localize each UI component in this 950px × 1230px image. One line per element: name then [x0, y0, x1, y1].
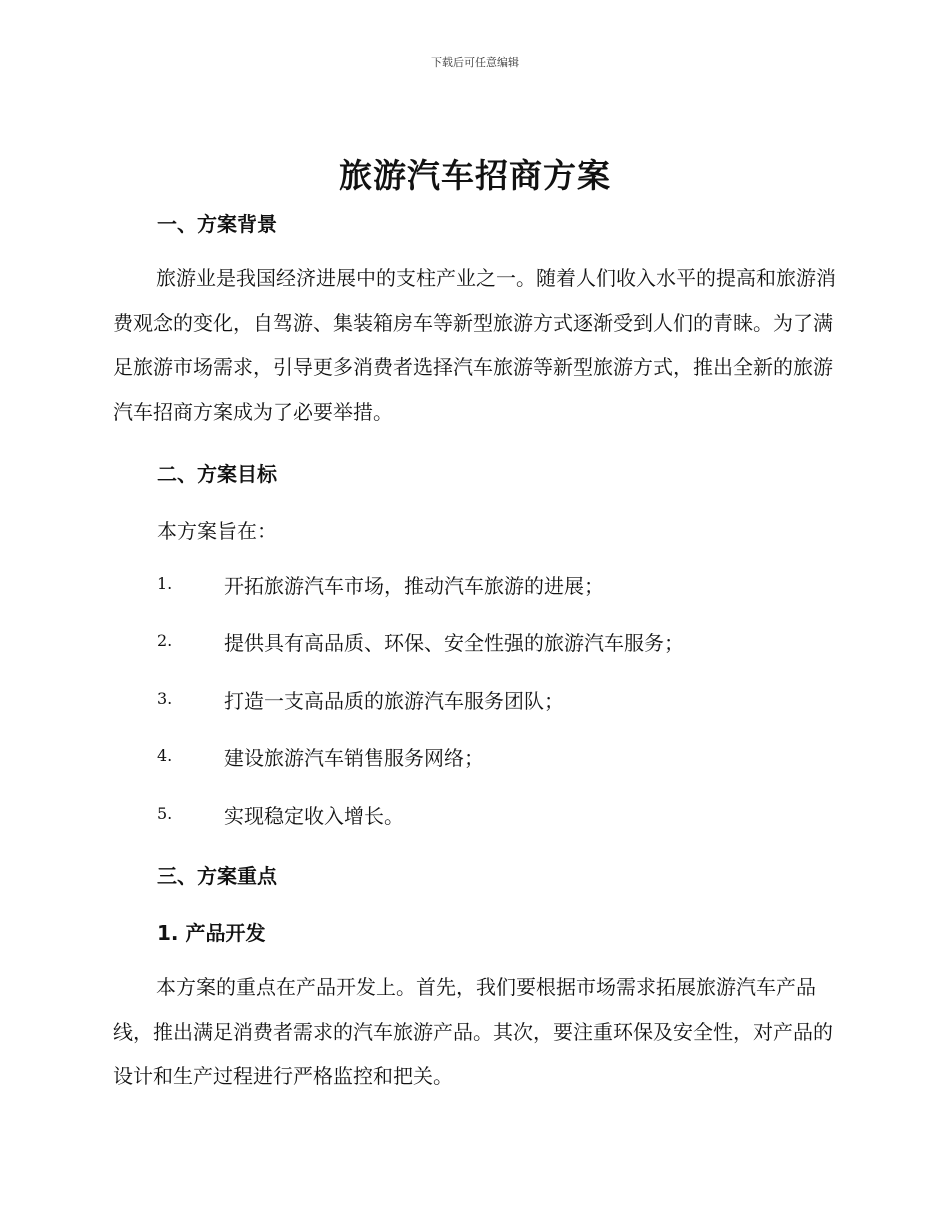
goals-intro: 本方案旨在：	[157, 519, 277, 543]
list-item-number: 5.	[157, 803, 173, 823]
list-item-text: 提供具有高品质、环保、安全性强的旅游汽车服务；	[224, 631, 684, 656]
goals-list	[157, 567, 857, 854]
list-item	[157, 624, 857, 681]
list-item	[157, 567, 857, 624]
background-paragraph: 旅游业是我国经济进展中的支柱产业之一。随着人们收入水平的提高和旅游消费观念的变化，自驾游、集装箱房车等新型旅游方式逐渐受到人们的青睐。为了满足旅游市场需求，引导更多消费者选择汽车旅游等新型旅游方式，推出全新的旅游汽车招商方案成为了必要举措。	[113, 266, 836, 424]
focus-paragraph: 本方案的重点在产品开发上。首先，我们要根据市场需求拓展旅游汽车产品线，推出满足消费者需求的汽车旅游产品。其次，要注重环保及安全性，对产品的设计和生产过程进行严格监控和把关。	[113, 975, 833, 1088]
list-item-text: 开拓旅游汽车市场，推动汽车旅游的进展；	[224, 574, 604, 598]
list-item-number: 3.	[157, 688, 173, 708]
list-item-number: 2.	[157, 631, 173, 651]
list-item	[157, 797, 857, 854]
document-title: 旅游汽车招商方案	[339, 156, 611, 195]
list-item-number: 4.	[157, 746, 173, 766]
list-item-text: 打造一支高品质的旅游汽车服务团队；	[224, 688, 564, 713]
header-note: 下载后可任意编辑	[431, 56, 519, 69]
section-heading-background: 一、方案背景	[157, 212, 277, 236]
list-item-text: 实现稳定收入增长。	[224, 803, 404, 828]
sub-heading-product-development: 1. 产品开发	[157, 921, 266, 945]
list-item-text: 建设旅游汽车销售服务网络；	[224, 746, 484, 771]
list-item	[157, 739, 857, 796]
section-heading-focus: 三、方案重点	[157, 864, 277, 888]
list-item	[157, 682, 857, 739]
list-item-number: 1.	[157, 574, 173, 593]
section-heading-goals: 二、方案目标	[157, 462, 277, 486]
